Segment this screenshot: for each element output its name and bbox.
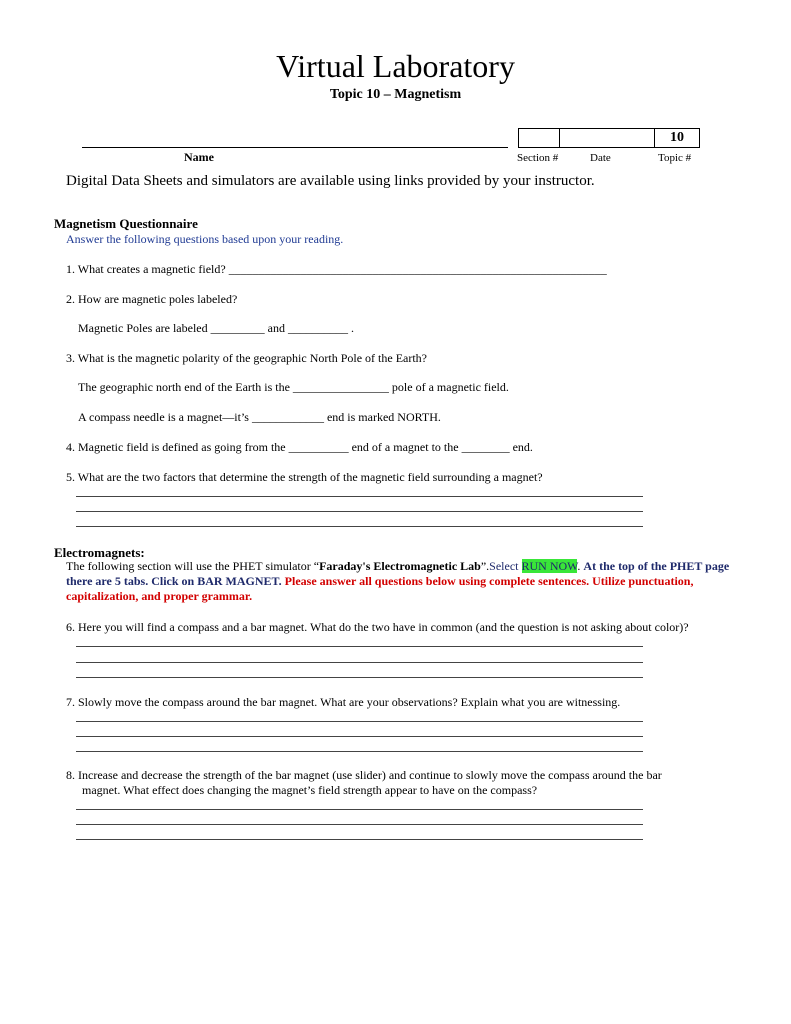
question-6: 6. Here you will find a compass and a bar magnet. What do the two have in common (and the question is not asking about color)? — [66, 620, 689, 634]
instructions-text: ”. — [480, 559, 490, 573]
electromagnets-heading: Electromagnets: — [54, 545, 145, 560]
question-8-line-1: 8. Increase and decrease the strength of the bar magnet (use slider) and continue to slowly move the compass around the bar — [66, 768, 662, 782]
question-1: 1. What creates a magnetic field? _______________________________________________________________ — [66, 262, 607, 276]
answer-line[interactable] — [76, 496, 643, 497]
question-2-answer-line: Magnetic Poles are labeled _________ and __________ . — [78, 321, 354, 335]
answer-line[interactable] — [76, 751, 643, 752]
name-field-line[interactable] — [82, 147, 508, 148]
electromagnets-instructions — [66, 559, 746, 604]
question-7: 7. Slowly move the compass around the bar magnet. What are your observations? Explain what you are witnessing. — [66, 695, 621, 709]
answer-line[interactable] — [76, 511, 643, 512]
question-3: 3. What is the magnetic polarity of the geographic North Pole of the Earth? — [66, 351, 428, 365]
section-box[interactable] — [518, 128, 560, 148]
section-label: Section # — [517, 152, 559, 164]
answer-line[interactable] — [76, 736, 643, 737]
questionnaire-heading: Magnetism Questionnaire — [54, 216, 198, 231]
question-5: 5. What are the two factors that determine the strength of the magnetic field surrounding a magnet? — [66, 470, 543, 484]
intro-text: Digital Data Sheets and simulators are available using links provided by your instructor. — [66, 173, 595, 189]
select-text: Select — [489, 559, 522, 573]
question-2: 2. How are magnetic poles labeled? — [66, 292, 238, 306]
instructions-text: The following section will use the PHET simulator “ — [66, 559, 320, 573]
answer-line[interactable] — [76, 809, 643, 810]
answer-line[interactable] — [76, 721, 643, 722]
question-8-line-2: magnet. What effect does changing the magnet’s field strength appear to have on the compass? — [82, 783, 538, 797]
simulator-name: Faraday's Electromagnetic Lab — [319, 559, 481, 573]
date-box[interactable] — [559, 128, 655, 148]
answer-line[interactable] — [76, 662, 643, 663]
instructions-text: . — [577, 559, 584, 573]
answer-line[interactable] — [76, 526, 643, 527]
tabs-instruction: At the top of the PHET page there are 5 tabs. Click on BAR MAGNET. — [66, 559, 730, 588]
page-subtitle: Topic 10 – Magnetism — [329, 87, 462, 102]
topic-box: 10 — [654, 128, 700, 148]
answer-line[interactable] — [76, 677, 643, 678]
question-3-answer-line-1: The geographic north end of the Earth is the ________________ pole of a magnetic field. — [78, 380, 509, 394]
name-label: Name — [184, 150, 214, 164]
answer-line[interactable] — [76, 824, 643, 825]
question-3-answer-line-2: A compass needle is a magnet—it’s ____________ end is marked NORTH. — [78, 410, 441, 424]
grammar-instruction: Please answer all questions below using complete sentences. Utilize punctuation, capitalization, and proper grammar. — [66, 574, 694, 603]
answer-line[interactable] — [76, 646, 643, 647]
question-4: 4. Magnetic field is defined as going from the __________ end of a magnet to the ________ end. — [66, 440, 533, 454]
topic-label: Topic # — [658, 152, 692, 164]
page-title: Virtual Laboratory — [276, 48, 515, 84]
questionnaire-instruction: Answer the following questions based upon your reading. — [66, 232, 344, 246]
answer-line[interactable] — [76, 839, 643, 840]
run-now-link[interactable]: RUN NOW — [521, 559, 578, 573]
date-label: Date — [590, 152, 611, 164]
